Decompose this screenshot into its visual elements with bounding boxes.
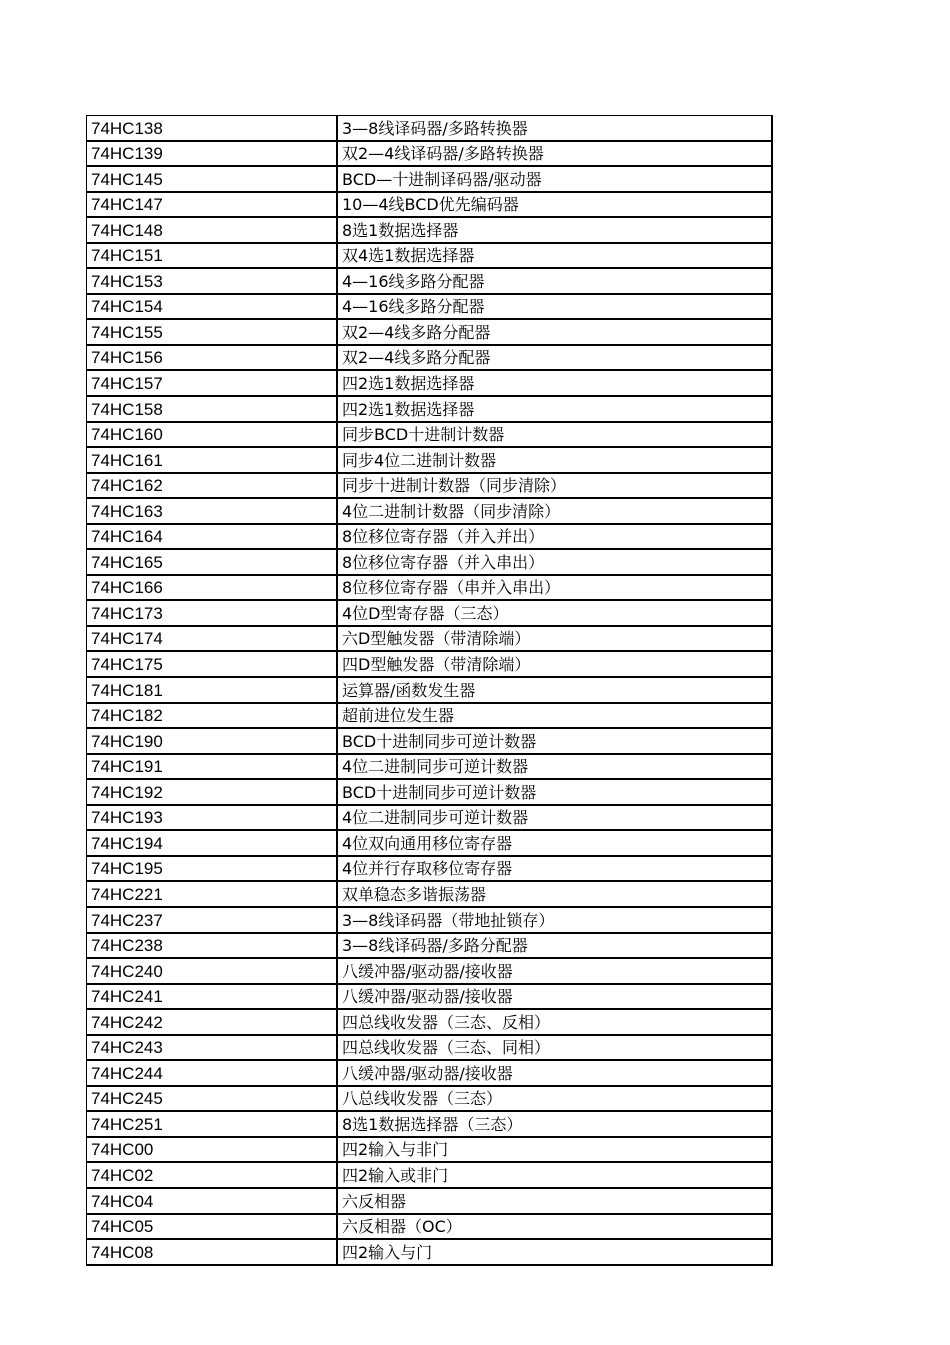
chip-model-cell: 74HC192 [87,779,338,805]
chip-model-cell: 74HC08 [87,1239,338,1265]
chip-model-cell: 74HC153 [87,268,338,294]
table-row [87,396,773,422]
table-row [87,141,773,167]
chip-model-cell: 74HC237 [87,907,338,933]
table-row [87,524,773,550]
table-row [87,830,773,856]
table-row [87,116,773,141]
chip-model-cell: 74HC148 [87,217,338,243]
chip-model-cell: 74HC244 [87,1060,338,1086]
chip-model-cell: 74HC240 [87,958,338,984]
chip-description-cell: 双2—4线译码器/多路转换器 [337,141,772,167]
chip-model-cell: 74HC194 [87,830,338,856]
chip-description-cell: 八总线收发器（三态） [337,1086,772,1112]
chip-description-cell: 3—8线译码器/多路转换器 [337,116,772,141]
chip-description-cell: 3—8线译码器（带地扯锁存） [337,907,772,933]
chip-model-cell: 74HC164 [87,524,338,550]
chip-description-cell: 8位移位寄存器（并入串出） [337,549,772,575]
chip-model-cell: 74HC193 [87,805,338,831]
chip-model-cell: 74HC04 [87,1188,338,1214]
chip-description-cell: 四2选1数据选择器 [337,370,772,396]
chip-description-cell: 六反相器（OC） [337,1214,772,1240]
table-row [87,779,773,805]
table-row [87,1188,773,1214]
table-row [87,754,773,780]
chip-model-cell: 74HC238 [87,933,338,959]
chip-description-cell: 4—16线多路分配器 [337,294,772,320]
table-row [87,958,773,984]
chip-model-cell: 74HC163 [87,498,338,524]
chip-model-cell: 74HC156 [87,345,338,371]
chip-description-cell: BCD—十进制译码器/驱动器 [337,166,772,192]
chip-model-cell: 74HC245 [87,1086,338,1112]
chip-model-cell: 74HC166 [87,575,338,601]
chip-model-cell: 74HC145 [87,166,338,192]
chip-model-cell: 74HC174 [87,626,338,652]
chip-description-cell: 同步十进制计数器（同步清除） [337,473,772,499]
chip-model-cell: 74HC157 [87,370,338,396]
table-row [87,370,773,396]
table-row [87,166,773,192]
table-row [87,192,773,218]
chip-description-cell: 8选1数据选择器（三态） [337,1111,772,1137]
chip-model-cell: 74HC251 [87,1111,338,1137]
table-row [87,294,773,320]
table-row [87,345,773,371]
table-row [87,447,773,473]
chip-model-cell: 74HC173 [87,600,338,626]
table-row [87,626,773,652]
chip-model-cell: 74HC242 [87,1009,338,1035]
table-row [87,1111,773,1137]
chip-description-cell: 4位并行存取移位寄存器 [337,856,772,882]
table-row [87,1239,773,1265]
chip-model-cell: 74HC181 [87,677,338,703]
table-row [87,1009,773,1035]
chip-description-cell: 双4选1数据选择器 [337,243,772,269]
chip-description-cell: 八缓冲器/驱动器/接收器 [337,958,772,984]
chip-description-cell: 八缓冲器/驱动器/接收器 [337,984,772,1010]
table-row [87,575,773,601]
chip-description-cell: 四2输入与非门 [337,1137,772,1163]
chip-description-cell: 4位双向通用移位寄存器 [337,830,772,856]
chip-description-cell: BCD十进制同步可逆计数器 [337,728,772,754]
table-row [87,1137,773,1163]
ic-reference-table [86,115,773,1266]
chip-description-cell: 四总线收发器（三态、反相） [337,1009,772,1035]
chip-description-cell: 双2—4线多路分配器 [337,319,772,345]
chip-description-cell: 4位二进制同步可逆计数器 [337,754,772,780]
table-body [87,116,773,1265]
chip-description-cell: 四2输入与门 [337,1239,772,1265]
chip-description-cell: 八缓冲器/驱动器/接收器 [337,1060,772,1086]
chip-model-cell: 74HC139 [87,141,338,167]
table-row [87,1162,773,1188]
chip-model-cell: 74HC161 [87,447,338,473]
chip-description-cell: 4位二进制同步可逆计数器 [337,805,772,831]
table-row [87,498,773,524]
chip-model-cell: 74HC182 [87,703,338,729]
table-row [87,1086,773,1112]
chip-description-cell: 8位移位寄存器（串并入串出） [337,575,772,601]
chip-model-cell: 74HC162 [87,473,338,499]
chip-model-cell: 74HC05 [87,1214,338,1240]
table-row [87,984,773,1010]
chip-description-cell: 四2选1数据选择器 [337,396,772,422]
chip-description-cell: 运算器/函数发生器 [337,677,772,703]
chip-model-cell: 74HC160 [87,422,338,448]
table-row [87,856,773,882]
table-row [87,728,773,754]
chip-model-cell: 74HC243 [87,1035,338,1061]
chip-model-cell: 74HC155 [87,319,338,345]
chip-description-cell: 4位二进制计数器（同步清除） [337,498,772,524]
chip-description-cell: 同步BCD十进制计数器 [337,422,772,448]
table-row [87,319,773,345]
chip-description-cell: 超前进位发生器 [337,703,772,729]
chip-model-cell: 74HC151 [87,243,338,269]
table-row [87,600,773,626]
chip-description-cell: 六反相器 [337,1188,772,1214]
chip-description-cell: BCD十进制同步可逆计数器 [337,779,772,805]
chip-model-cell: 74HC191 [87,754,338,780]
table-row [87,1214,773,1240]
chip-description-cell: 同步4位二进制计数器 [337,447,772,473]
table-row [87,1060,773,1086]
table-row [87,473,773,499]
chip-model-cell: 74HC175 [87,651,338,677]
table-row [87,217,773,243]
chip-description-cell: 8选1数据选择器 [337,217,772,243]
chip-model-cell: 74HC165 [87,549,338,575]
chip-description-cell: 四2输入或非门 [337,1162,772,1188]
chip-description-cell: 4—16线多路分配器 [337,268,772,294]
chip-description-cell: 10—4线BCD优先编码器 [337,192,772,218]
chip-model-cell: 74HC195 [87,856,338,882]
chip-model-cell: 74HC190 [87,728,338,754]
chip-model-cell: 74HC00 [87,1137,338,1163]
chip-model-cell: 74HC02 [87,1162,338,1188]
chip-description-cell: 四D型触发器（带清除端） [337,651,772,677]
table-row [87,677,773,703]
table-row [87,422,773,448]
table-row [87,881,773,907]
chip-description-cell: 双2—4线多路分配器 [337,345,772,371]
table-row [87,651,773,677]
chip-description-cell: 四总线收发器（三态、同相） [337,1035,772,1061]
table-row [87,703,773,729]
chip-model-cell: 74HC154 [87,294,338,320]
chip-model-cell: 74HC241 [87,984,338,1010]
chip-description-cell: 双单稳态多谐振荡器 [337,881,772,907]
table-row [87,907,773,933]
table-row [87,933,773,959]
table-row [87,243,773,269]
table-row [87,1035,773,1061]
table-row [87,268,773,294]
table-row [87,805,773,831]
chip-description-cell: 4位D型寄存器（三态） [337,600,772,626]
table-row [87,549,773,575]
chip-model-cell: 74HC147 [87,192,338,218]
chip-description-cell: 8位移位寄存器（并入并出） [337,524,772,550]
chip-model-cell: 74HC138 [87,116,338,141]
chip-description-cell: 六D型触发器（带清除端） [337,626,772,652]
chip-model-cell: 74HC221 [87,881,338,907]
chip-model-cell: 74HC158 [87,396,338,422]
chip-description-cell: 3—8线译码器/多路分配器 [337,933,772,959]
